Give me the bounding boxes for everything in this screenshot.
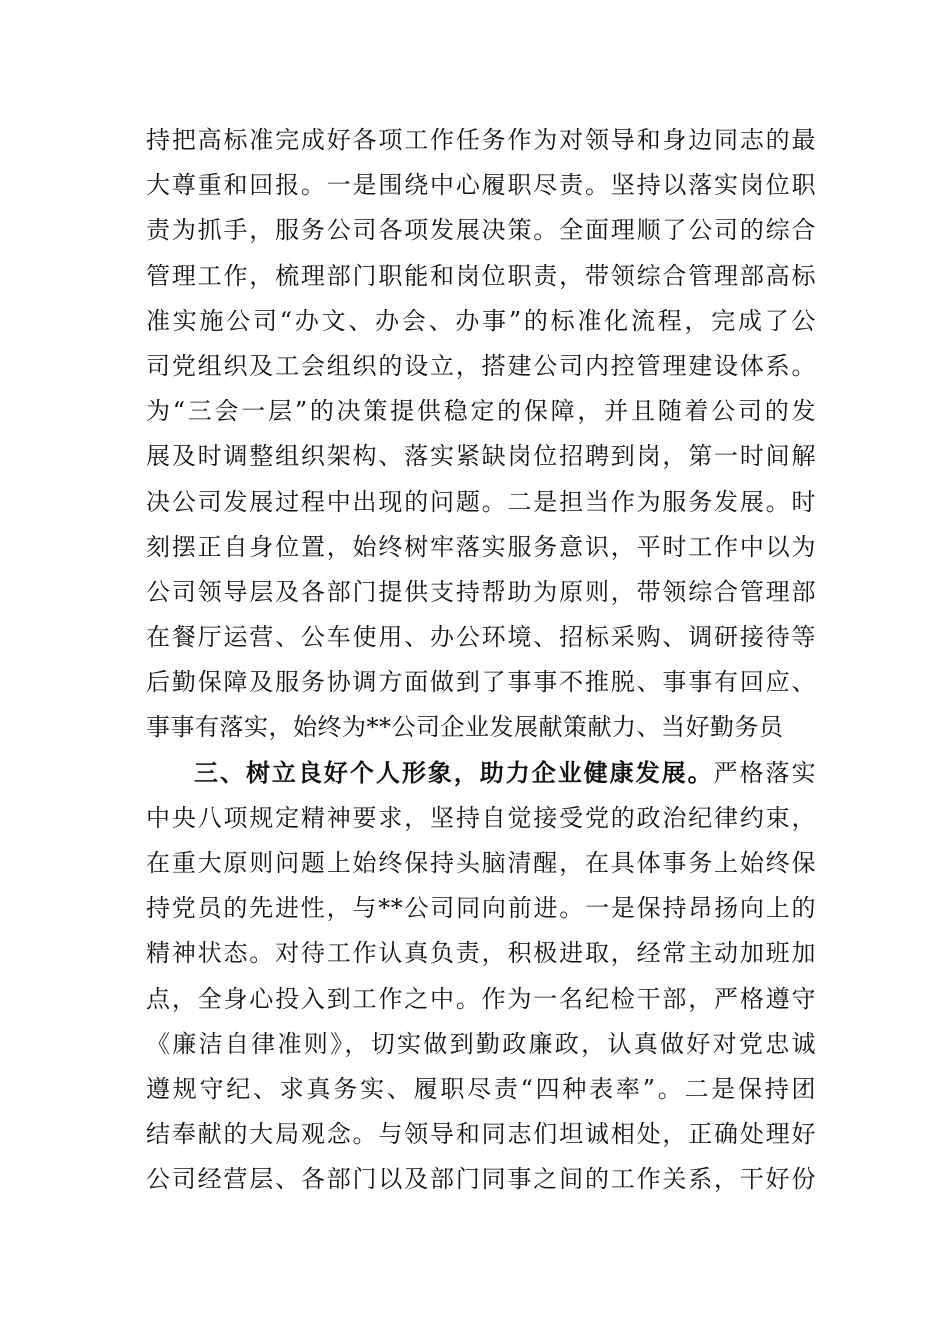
paragraph-line: 大尊重和回报。一是围绕中心履职尽责。坚持以落实岗位职 [146, 171, 816, 200]
paragraph-line: 司党组织及工会组织的设立，搭建公司内控管理建设体系。 [146, 351, 816, 380]
paragraph-line: 事事有落实，始终为**公司企业发展献策献力、当好勤务员 [146, 713, 784, 742]
paragraph-line: 为“三会一层”的决策提供稳定的保障，并且随着公司的发 [146, 397, 816, 426]
section-3-first-line [146, 751, 816, 796]
paragraph-line: 在重大原则问题上始终保持头脑清醒，在具体事务上始终保 [146, 849, 816, 877]
paragraph-line: 公司领导层及各部门提供支持帮助为原则，带领综合管理部 [146, 577, 816, 606]
paragraph-line: 点，全身心投入到工作之中。作为一名纪检干部，严格遵守 [146, 984, 816, 1013]
paragraph-line: 在餐厅运营、公车使用、办公环境、招标采购、调研接待等 [146, 623, 816, 652]
paragraph-line: 持把高标准完成好各项工作任务作为对领导和身边同志的最 [146, 126, 816, 154]
paragraph-line: 结奉献的大局观念。与领导和同志们坦诚相处，正确处理好 [146, 1120, 816, 1149]
section-3-heading: 三、树立良好个人形象，助力企业健康发展。 [194, 758, 714, 787]
paragraph-line: 公司经营层、各部门以及部门同事之间的工作关系，干好份 [146, 1165, 816, 1194]
paragraph-line: 准实施公司“办文、办会、办事”的标准化流程，完成了公 [146, 306, 816, 335]
paragraph-line: 决公司发展过程中出现的问题。二是担当作为服务发展。时 [146, 487, 816, 516]
paragraph-line: 后勤保障及服务协调方面做到了事事不推脱、事事有回应、 [146, 668, 816, 697]
paragraph-line: 责为抓手，服务公司各项发展决策。全面理顺了公司的综合 [146, 216, 816, 245]
paragraph-line: 精神状态。对待工作认真负责，积极进取，经常主动加班加 [146, 939, 816, 968]
paragraph-line: 管理工作，梳理部门职能和岗位职责，带领综合管理部高标 [146, 261, 816, 290]
section-3-first-line-tail: 严格落实 [713, 758, 817, 787]
body-text [146, 118, 816, 1203]
paragraph-line: 展及时调整组织架构、落实紧缺岗位招聘到岗，第一时间解 [146, 442, 816, 471]
paragraph-line: 《廉洁自律准则》，切实做到勤政廉政，认真做好对党忠诚 [146, 1029, 816, 1058]
paragraph-line: 遵规守纪、求真务实、履职尽责“四种表率”。二是保持团 [146, 1074, 816, 1103]
paragraph-line: 刻摆正自身位置，始终树牢落实服务意识，平时工作中以为 [146, 532, 816, 561]
paragraph-line: 持党员的先进性，与**公司同向前进。一是保持昂扬向上的 [146, 894, 816, 923]
paragraph-line: 中央八项规定精神要求，坚持自觉接受党的政治纪律约束， [146, 803, 816, 832]
